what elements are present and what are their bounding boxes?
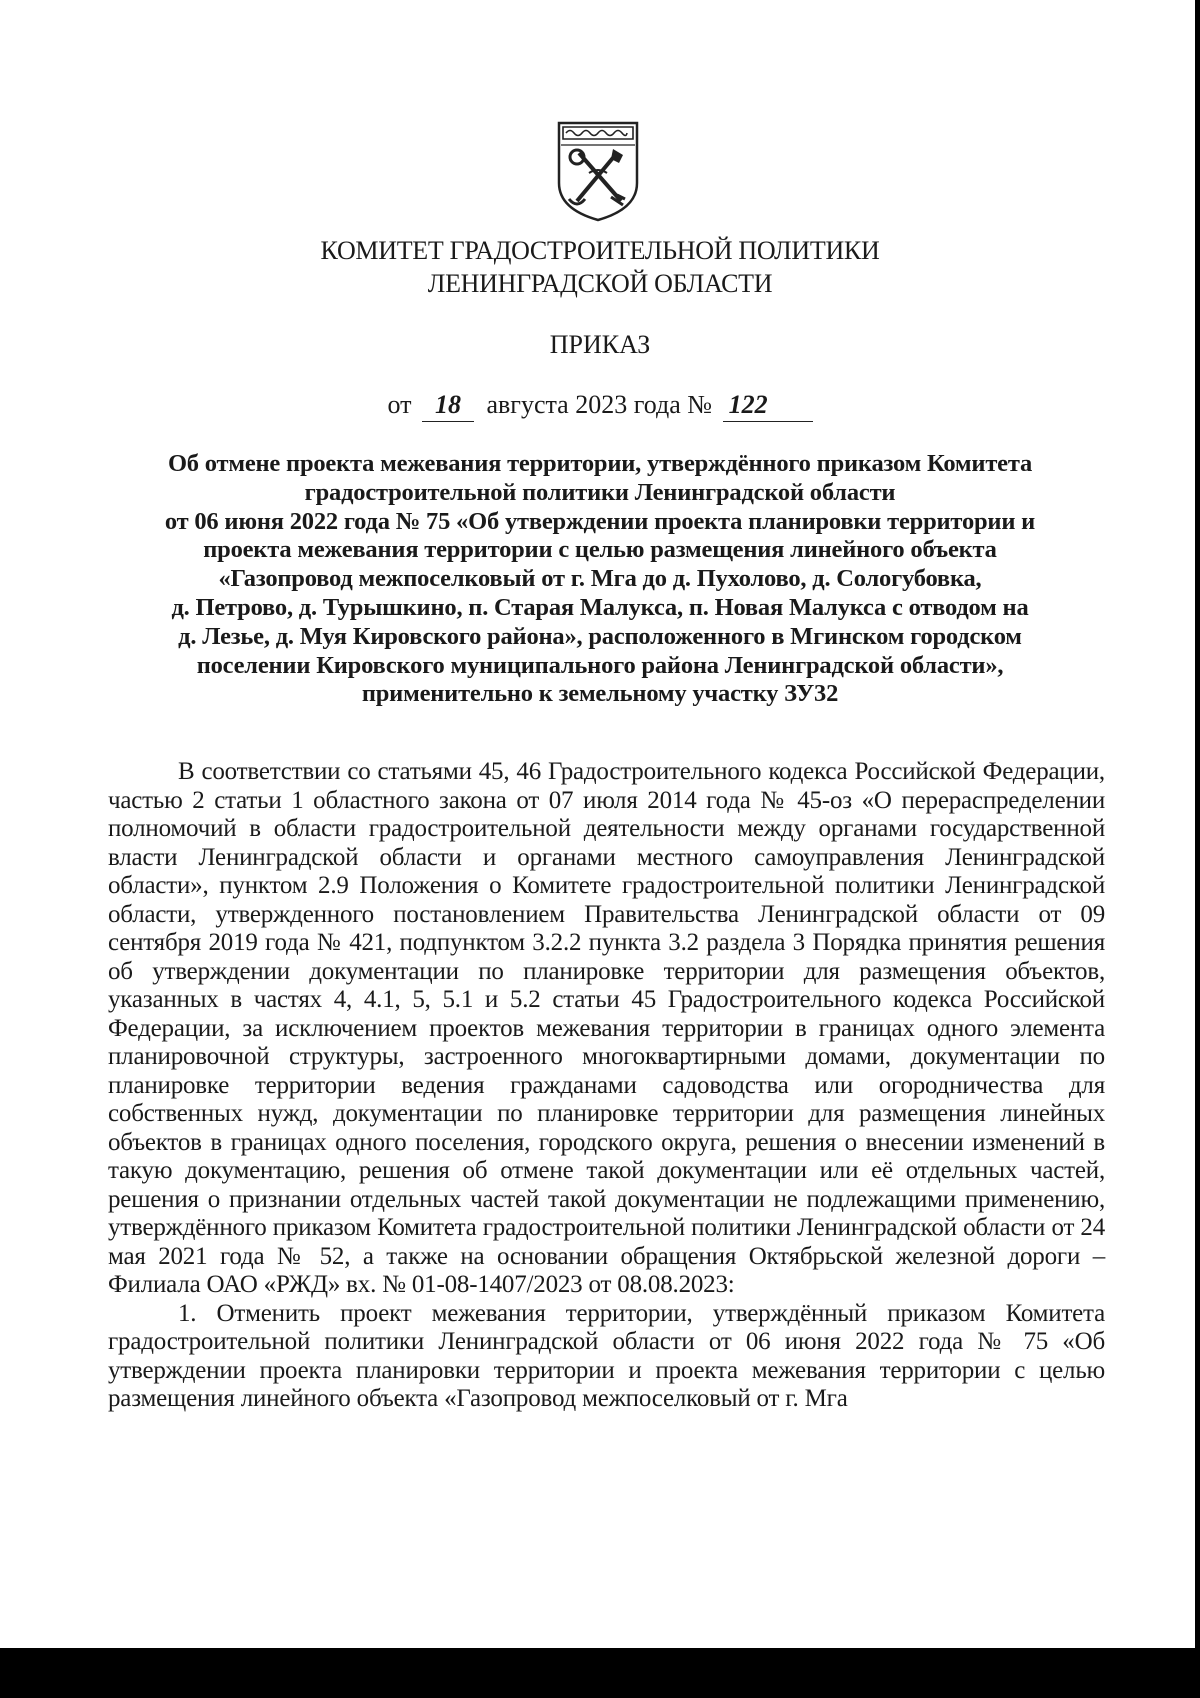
- order-item-1: 1. Отменить проект межевания территории, утверждённый приказом Комитета градостроительной политики Ленинградской области от 06 июня 2022 года № 75 «Об утверждении проекта планировки территории и проекта межевания территории с целью размещения линейного объекта «Газопровод межпоселковый от г. Мга: [108, 1299, 1105, 1412]
- title-line: градостроительной политики Ленинградской области: [304, 478, 896, 506]
- organization-line-2: ЛЕНИНГРАДСКОЙ ОБЛАСТИ: [427, 269, 773, 298]
- title-line: д. Лезье, д. Муя Кировского района», расположенного в Мгинском городском: [178, 622, 1022, 650]
- preamble-paragraph: В соответствии со статьями 45, 46 Градостроительного кодекса Российской Федерации, частью 2 статьи 1 областного закона от 07 июля 2014 года № 45-оз «О перераспределении полномочий в области градостроительной деятельности между органами государственной власти Ленинградской области и органами местного самоуправления Ленинградской области», пунктом 2.9 Положения о Комитете градостроительной политики Ленинградской области, утвержденного постановлением Правительства Ленинградской области от 09 сентября 2019 года № 421, подпунктом 3.2.2 пункта 3.2 раздела 3 Порядка принятия решения об утверждении документации по планировке территории для размещения объектов, указанных в частях 4, 4.1, 5, 5.1 и 5.2 статьи 45 Градостроительного кодекса Российской Федерации, за исключением проектов межевания территории в границах одного элемента планировочной структуры, застроенного многоквартирными домами, документации по планировке территории ведения гражданами садоводства или огородничества для собственных нужд, документации по планировке территории для размещения линейных объектов в границах одного поселения, городского округа, решения о внесении изменений в такую документацию, решения об отмене такой документации или её отдельных частей, решения о признании отдельных частей такой документации не подлежащими применению, утверждённого приказом Комитета градостроительной политики Ленинградской области от 24 мая 2021 года № 52, а также на основании обращения Октябрьской железной дороги – Филиала ОАО «РЖД» вх. № 01-08-1407/2023 от 08.08.2023:: [108, 758, 1105, 1298]
- document-body: [108, 758, 1105, 1414]
- title-line: проекта межевания территории с целью размещения линейного объекта: [203, 536, 997, 564]
- handwritten-day: 18: [422, 388, 474, 422]
- date-month-year: августа 2023 года №: [486, 390, 713, 419]
- scan-border-bottom: [0, 1648, 1200, 1698]
- title-line: от 06 июня 2022 года № 75 «Об утверждении проекта планировки территории и: [164, 507, 1036, 535]
- title-line: д. Петрово, д. Турышкино, п. Старая Малукса, п. Новая Малукса с отводом на: [171, 593, 1029, 621]
- title-line: «Газопровод межпоселковый от г. Мга до д. Пухолово, д. Сологубовка,: [218, 565, 982, 593]
- handwritten-order-number: 122: [723, 388, 813, 422]
- organization-name: [0, 234, 1200, 300]
- organization-line-1: КОМИТЕТ ГРАДОСТРОИТЕЛЬНОЙ ПОЛИТИКИ: [320, 236, 880, 265]
- title-line: Об отмене проекта межевания территории, утверждённого приказом Комитета: [167, 450, 1033, 477]
- date-prefix: от: [387, 390, 412, 419]
- order-date-number: [0, 388, 1200, 422]
- title-line: применительно к земельному участку ЗУ32: [361, 680, 839, 708]
- document-type: ПРИКАЗ: [549, 330, 651, 359]
- title-line: поселении Кировского муниципального района Ленинградской области»,: [196, 651, 1004, 679]
- document-title: [100, 450, 1100, 709]
- coat-of-arms-icon: [553, 117, 643, 223]
